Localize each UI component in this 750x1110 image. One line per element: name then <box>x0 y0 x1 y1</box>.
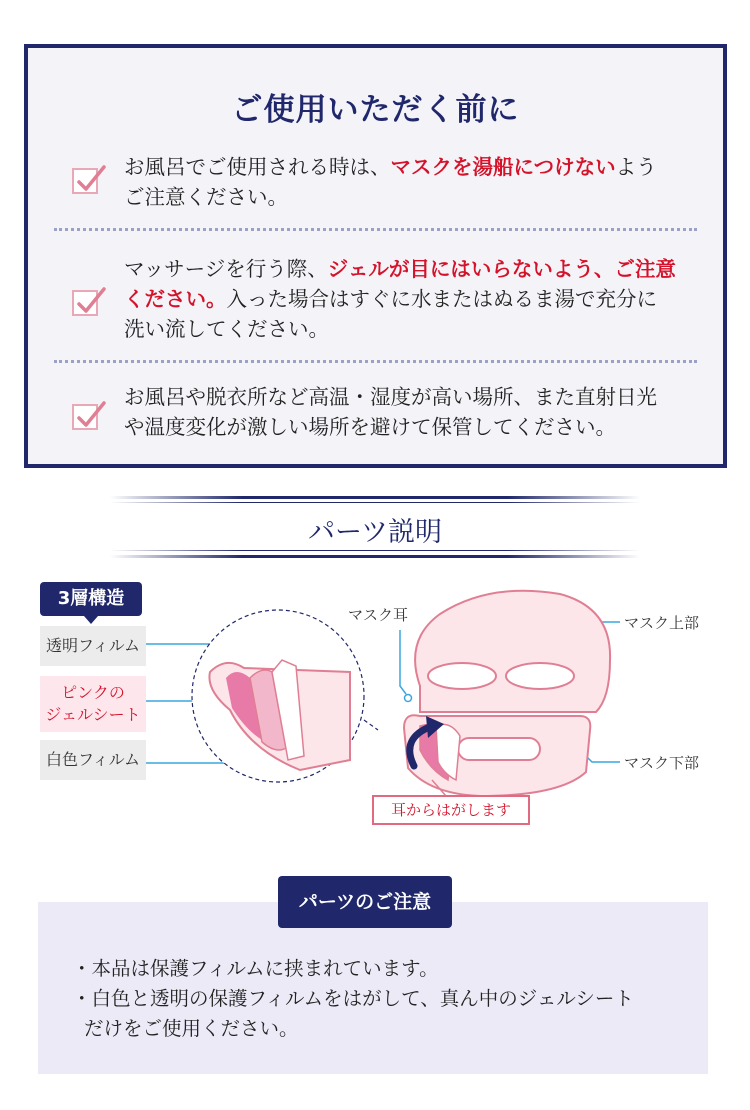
label-white-film: 白色フィルム <box>40 740 146 780</box>
caution-line <box>124 182 693 212</box>
parts-caution-line-2: ・白色と透明の保護フィルムをはがして、真ん中のジェルシート <box>72 987 634 1010</box>
caution-text-3 <box>124 382 693 442</box>
label-clear-film: 透明フィルム <box>40 626 146 666</box>
label-mask-ear: マスク耳 <box>348 606 409 624</box>
caution-emphasis: マスクを湯船につけない <box>390 155 616 179</box>
parts-caution-line-3: だけをご使用ください。 <box>84 1017 299 1040</box>
heading-rule-top-thin <box>110 502 640 503</box>
caution-text-1 <box>124 152 693 212</box>
label-mask-lower: マスク下部 <box>624 754 700 772</box>
check-icon <box>72 404 98 430</box>
caution-run: ご注意ください。 <box>124 185 288 209</box>
parts-heading <box>110 496 640 558</box>
mask-upper <box>415 591 610 712</box>
zoom-circle <box>192 610 378 782</box>
caution-emphasis: ください。 <box>124 287 227 311</box>
caution-line <box>124 152 693 182</box>
caution-run: や温度変化が激しい場所を避けて保管してください。 <box>124 415 616 439</box>
layer-structure-badge: 3層構造 <box>40 582 142 616</box>
caution-run: 洗い流してください。 <box>124 317 329 341</box>
caution-run: 入った場合はすぐに水またはぬるま湯で充分に <box>226 287 657 311</box>
caution-emphasis: ジェルが目にはいらないよう、ご注意 <box>327 257 676 281</box>
label-pink-gel-line2: ジェルシート <box>45 705 141 724</box>
label-mask-upper: マスク上部 <box>624 614 700 632</box>
heading-rule-bottom-thin <box>110 550 640 551</box>
caution-run: マッサージを行う際、 <box>124 257 328 281</box>
parts-heading-text: パーツ説明 <box>308 517 442 548</box>
caution-run: お風呂や脱衣所など高温・湿度が高い場所、また直射日光 <box>124 385 657 409</box>
caution-title: ご使用いただく前に <box>231 92 520 128</box>
caution-run: お風呂でご使用される時は、 <box>124 155 391 179</box>
label-pink-gel-line1: ピンクの <box>61 683 125 702</box>
caution-line <box>124 314 693 344</box>
parts-caution-line-1: ・本品は保護フィルムに挟まれています。 <box>72 957 439 980</box>
label-pink-gel <box>40 676 146 732</box>
dotted-divider <box>54 360 697 363</box>
caution-run: よう <box>615 155 657 179</box>
check-icon <box>72 290 98 316</box>
caution-line <box>124 412 693 442</box>
peel-note: 耳からはがします <box>372 795 530 825</box>
parts-caution-badge: パーツのご注意 <box>278 876 452 928</box>
caution-line <box>124 382 693 412</box>
heading-rule-bottom <box>110 555 640 558</box>
caution-box <box>24 44 727 468</box>
heading-rule-top <box>110 496 640 499</box>
caution-line <box>124 284 693 314</box>
check-icon <box>72 168 98 194</box>
caution-line <box>124 254 693 284</box>
dotted-divider <box>54 228 697 231</box>
caution-text-2 <box>124 254 693 344</box>
parts-caution-text <box>72 954 692 1044</box>
